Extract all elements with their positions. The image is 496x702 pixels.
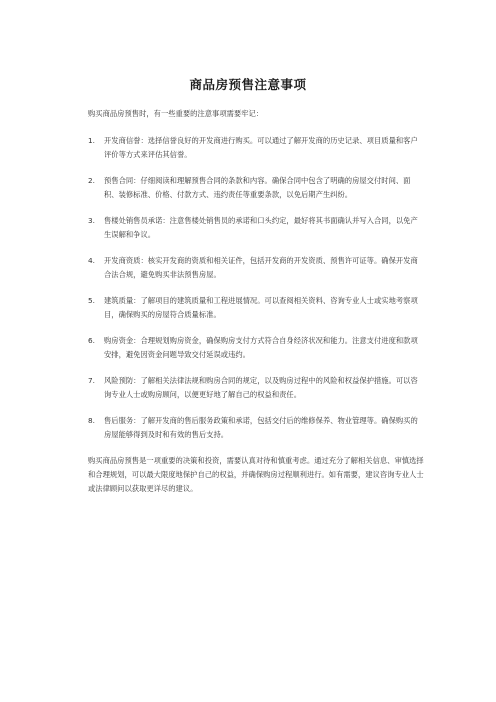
list-item	[88, 134, 424, 162]
list-item-number: 6.	[88, 336, 95, 345]
list-item-number: 2.	[88, 176, 95, 185]
list-item-text: 预售合同：仔细阅读和理解预售合同的条款和内容。确保合同中包含了明确的房屋交付时间、面积、装修标准、价格、付款方式、违约责任等重要条款，以免后期产生纠纷。	[104, 176, 411, 199]
list-item-number: 7.	[88, 376, 95, 385]
list-item-text: 开发商信誉：选择信誉良好的开发商进行购买。可以通过了解开发商的历史记录、项目质量和客户评价等方式来评估其信誉。	[104, 136, 418, 159]
list-item	[88, 374, 424, 402]
document-body	[88, 107, 424, 496]
list-item-text: 风险预防：了解相关法律法规和购房合同的规定，以及购房过程中的风险和权益保护措施。可以咨询专业人士或购房顾问，以便更好地了解自己的权益和责任。	[104, 376, 418, 399]
intro-paragraph: 购买商品房预售时，有一些重要的注意事项需要牢记：	[88, 109, 264, 118]
list-item	[88, 294, 424, 322]
list-item	[88, 254, 424, 282]
list-item	[88, 214, 424, 242]
list-item-text: 售后服务：了解开发商的售后服务政策和承诺，包括交付后的维修保养、物业管理等。确保购买的房屋能够得到及时和有效的售后支持。	[104, 416, 418, 439]
list-item-number: 3.	[88, 216, 95, 225]
list-item-text: 建筑质量：了解项目的建筑质量和工程进展情况。可以查阅相关资料、咨询专业人士或实地考察项目，确保购买的房屋符合质量标准。	[104, 296, 418, 319]
list-item-number: 8.	[88, 416, 95, 425]
list-item	[88, 174, 424, 202]
list-item-number: 4.	[88, 256, 95, 265]
list-item-text: 售楼处销售员承诺：注意售楼处销售员的承诺和口头约定，最好将其书面确认并写入合同，以免产生误解和争议。	[104, 216, 418, 239]
list-item-text: 购房资金：合理规划购房资金，确保购房支付方式符合自身经济状况和能力。注意支付进度和款项安排，避免因资金问题导致交付延误或违约。	[104, 336, 418, 359]
notice-list	[88, 134, 424, 442]
list-item-text: 开发商资质：核实开发商的资质和相关证件，包括开发商的开发资质、预售许可证等。确保开发商合法合规，避免购买非法预售房屋。	[104, 256, 418, 279]
list-item	[88, 414, 424, 442]
document-title: 商品房预售注意事项	[189, 77, 307, 92]
list-item-number: 5.	[88, 296, 95, 305]
list-item	[88, 334, 424, 362]
list-item-number: 1.	[88, 136, 95, 145]
conclusion-paragraph: 购买商品房预售是一项重要的决策和投资，需要认真对待和慎重考虑。通过充分了解相关信息、审慎选择和合理规划，可以最大限度地保护自己的权益，并确保购房过程顺利进行。如有需要，建议咨询专业人士或法律顾问以获取更详尽的建议。	[88, 456, 424, 493]
